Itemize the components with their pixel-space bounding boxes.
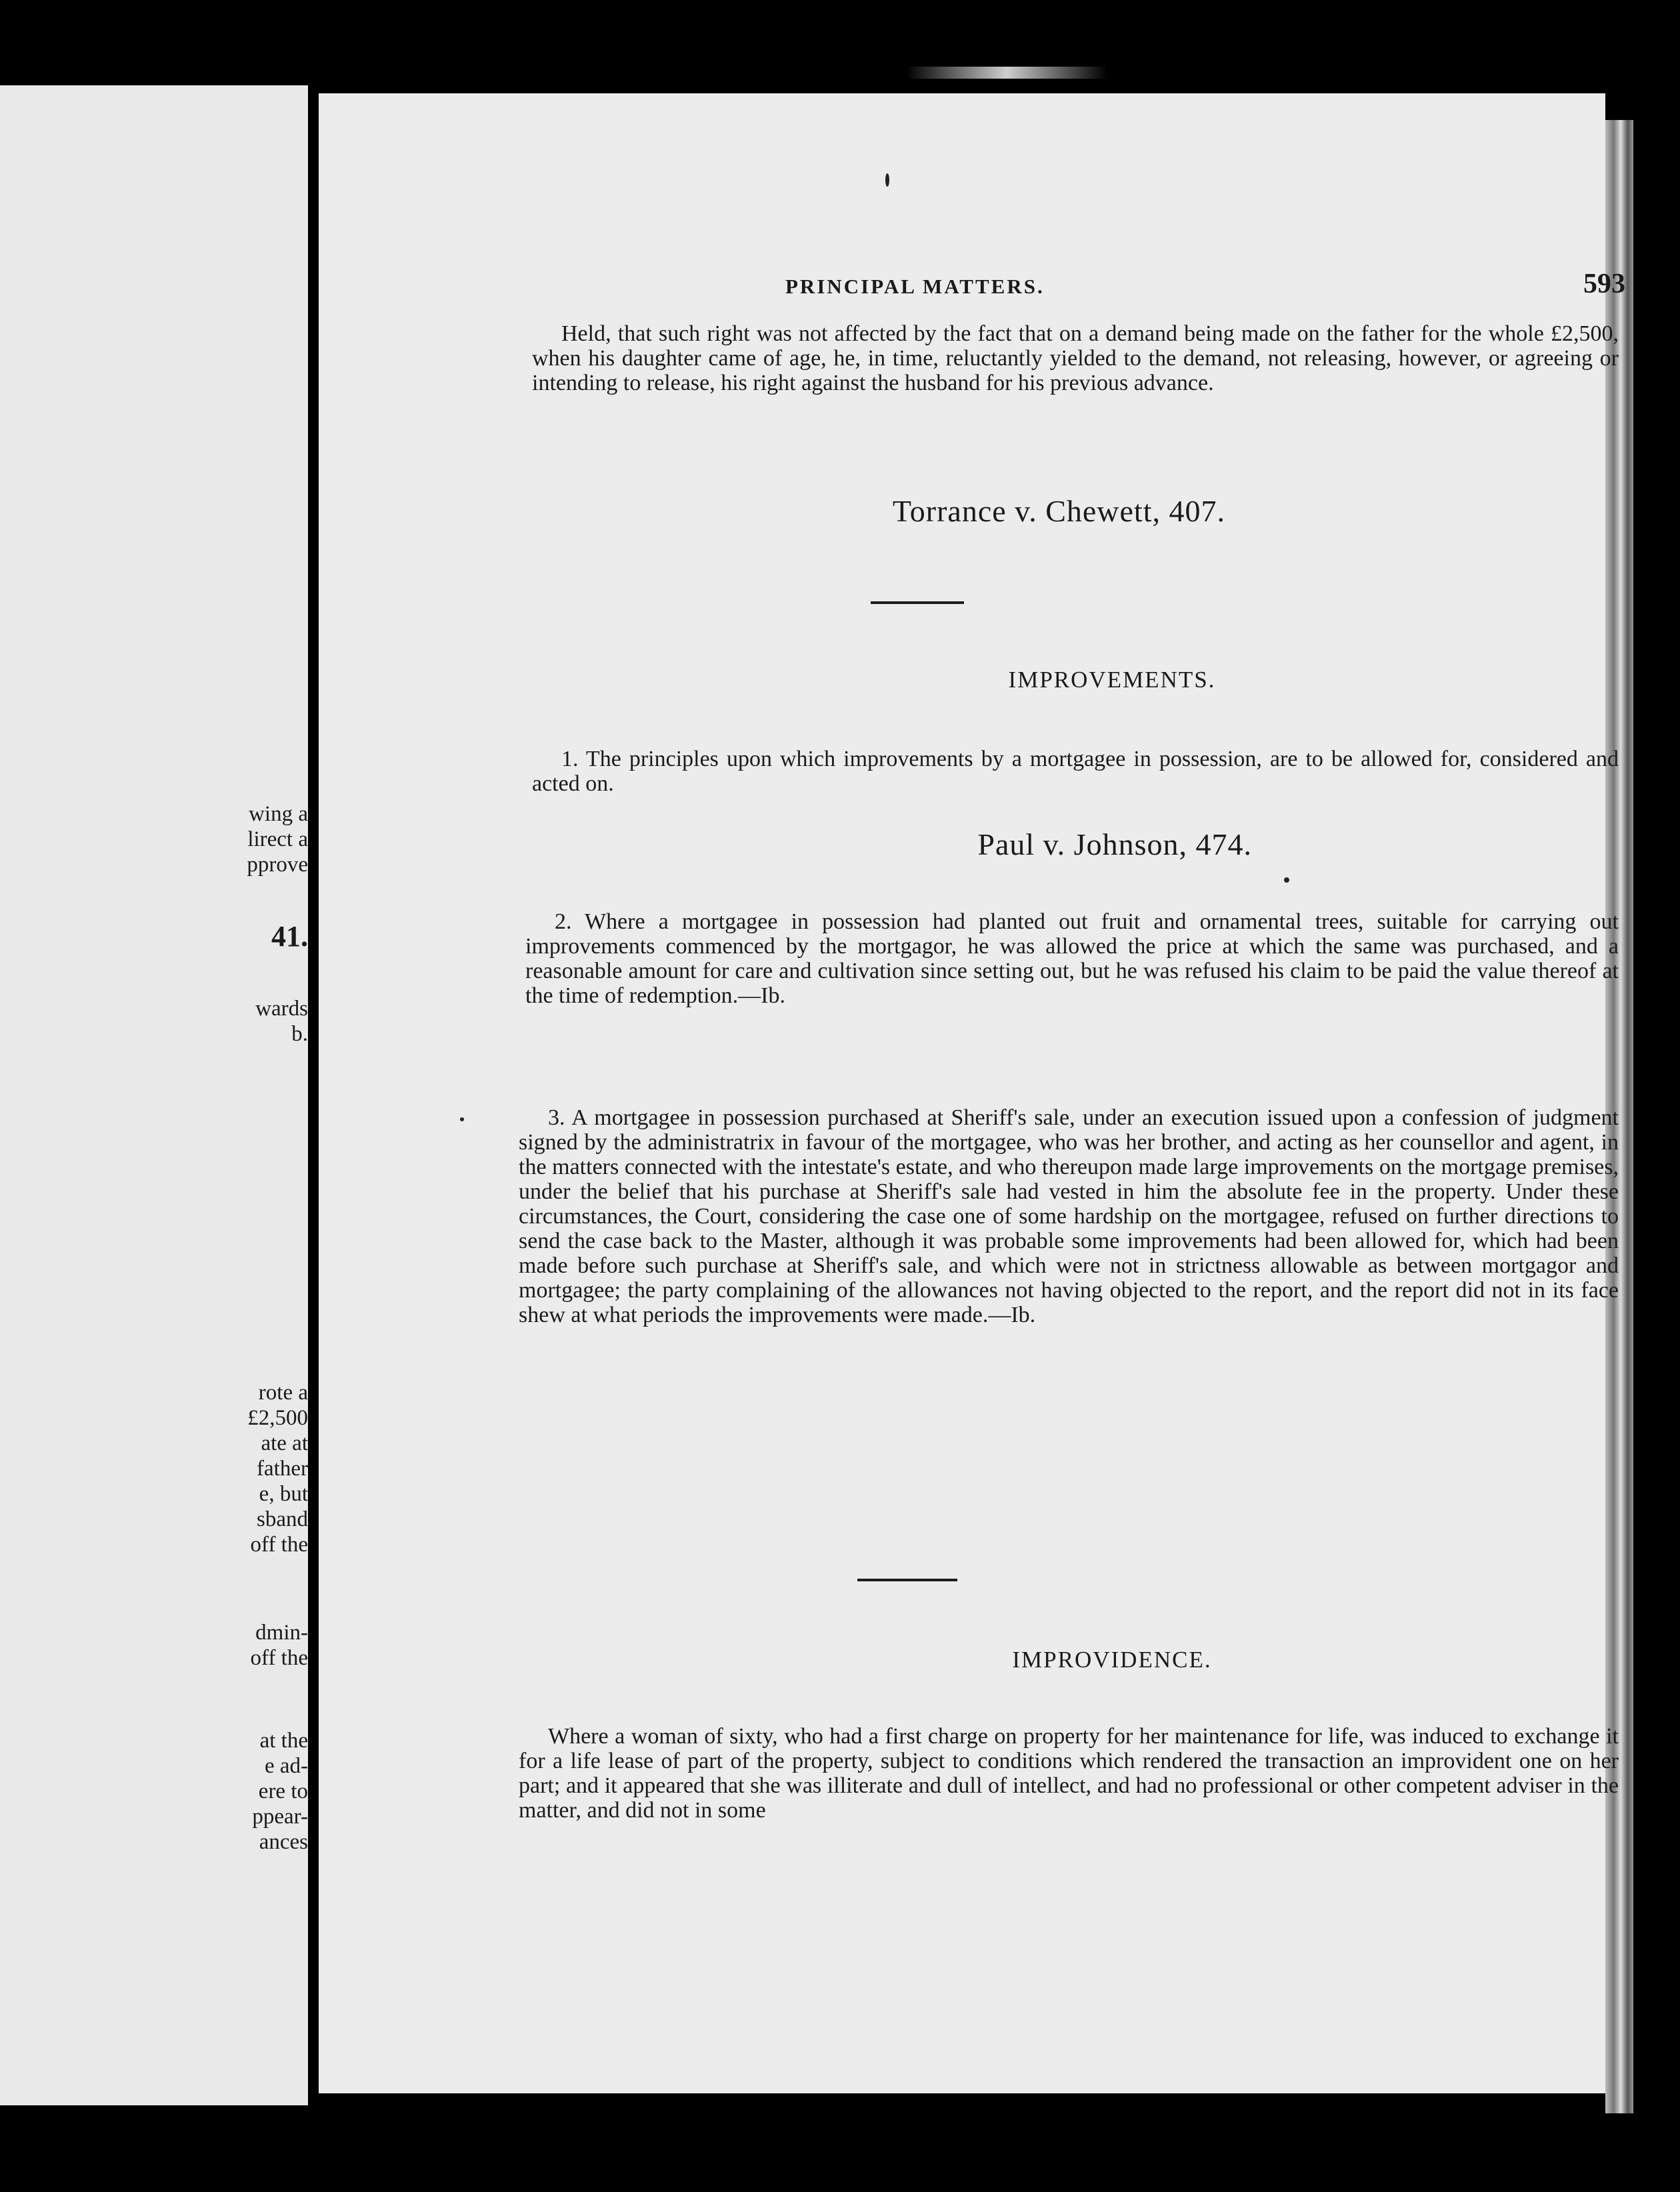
left-text-fragment: dmin- xyxy=(255,1621,308,1645)
improvements-para-2-block xyxy=(525,909,1619,1008)
left-page-fragment xyxy=(0,85,308,2105)
improvidence-para-1: Where a woman of sixty, who had a first charge on property for her maintenance for life, was induced to exchange it for a life lease of part of the property, subject to conditions which rendered the transaction an improvident one on her part; and it appeared that she was illiterate and dull of intellect, and had no professional or other competent adviser in the matter, and did not in some xyxy=(519,1724,1619,1823)
improvements-para-3: 3. A mortgagee in possession purchased at Sheriff's sale, under an execution issued upon a confession of judgment signed by the administratrix in favour of the mortgagee, who was her brother, and acting as her counsellor and agent, in the matters connected with the intestate's estate, and who thereupon made large improvements on the mortgage premises, under the belief that his purchase at Sheriff's sale had vested in him the absolute fee in the property. Under these circumstances, the Court, considering the case one of some hardship on the mortgagee, refused on further directions to send the case back to the Master, although it was probable some improvements had been allowed for, which had been made before such purchase at Sheriff's sale, and which were not in strictness allowable as between mortgagor and mortgagee; the party complaining of the allowances not having objected to the report, and the report did not in its face shew at what periods the improvements were made.—Ib. xyxy=(519,1105,1619,1327)
left-text-fragment: sband xyxy=(257,1507,308,1531)
left-text-fragment: e, but xyxy=(259,1482,308,1506)
held-paragraph: Held, that such right was not affected by the fact that on a demand being made on the father for the whole £2,500, when his daughter came of age, he, in time, reluctantly yielded to the demand, not releasing, however, or agreeing or intending to release, his right against the husband for his previous advance. xyxy=(532,321,1619,395)
left-text-fragment: at the xyxy=(259,1729,308,1753)
left-text-fragment: wards xyxy=(255,997,308,1021)
left-text-fragment: £2,500 xyxy=(247,1406,308,1430)
held-paragraph-block xyxy=(532,321,1619,395)
improvidence-para-1-block xyxy=(519,1724,1619,1823)
section-divider xyxy=(857,1579,957,1581)
book-gutter xyxy=(308,73,319,2113)
left-text-fragment: 41. xyxy=(271,920,308,953)
left-text-fragment: rote a xyxy=(258,1381,308,1405)
left-text-fragment: wing a xyxy=(249,802,308,826)
left-text-fragment: ate at xyxy=(261,1431,308,1455)
improvements-para-2: 2. Where a mortgagee in possession had planted out fruit and ornamental trees, suitable for carrying out improvements commenced by the mortgagor, he was allowed the price at which the same was purchased, and a reasonable amount for care and cultivation since setting out, but he was refused his claim to be paid the value thereof at the time of redemption.—Ib. xyxy=(525,909,1619,1008)
scan-speck xyxy=(1284,877,1289,883)
improvements-para-3-block xyxy=(519,1105,1619,1327)
left-text-fragment: ances xyxy=(259,1830,308,1854)
citation-paul: Paul v. Johnson, 474. xyxy=(977,827,1252,861)
improvements-para-1-block xyxy=(532,747,1619,796)
scan-smudge xyxy=(907,67,1107,79)
scan-speck xyxy=(885,173,889,187)
section-heading-improvements: IMPROVEMENTS. xyxy=(1008,667,1216,693)
left-text-fragment: off the xyxy=(250,1646,308,1670)
section-heading-improvidence: IMPROVIDENCE. xyxy=(1012,1647,1212,1673)
left-text-fragment: father xyxy=(257,1457,308,1481)
left-text-fragment: ere to xyxy=(258,1779,308,1803)
citation-torrance: Torrance v. Chewett, 407. xyxy=(892,494,1225,528)
improvements-para-1: 1. The principles upon which improvements by a mortgagee in possession, are to be allowed for, considered and acted on. xyxy=(532,747,1619,796)
scan-speck xyxy=(460,1117,464,1121)
left-text-fragment: off the xyxy=(250,1533,308,1557)
left-text-fragment: ppear- xyxy=(252,1805,308,1829)
left-text-fragment: lirect a xyxy=(247,827,308,851)
left-text-fragment: b. xyxy=(291,1022,308,1046)
section-divider xyxy=(871,601,964,604)
right-page xyxy=(319,93,1625,2093)
page-number: 593 xyxy=(1583,269,1625,299)
running-head-title: PRINCIPAL MATTERS. xyxy=(785,275,1045,298)
left-text-fragment: pprove xyxy=(247,853,308,877)
running-head xyxy=(785,268,1625,308)
left-text-fragment: e ad- xyxy=(264,1754,308,1778)
